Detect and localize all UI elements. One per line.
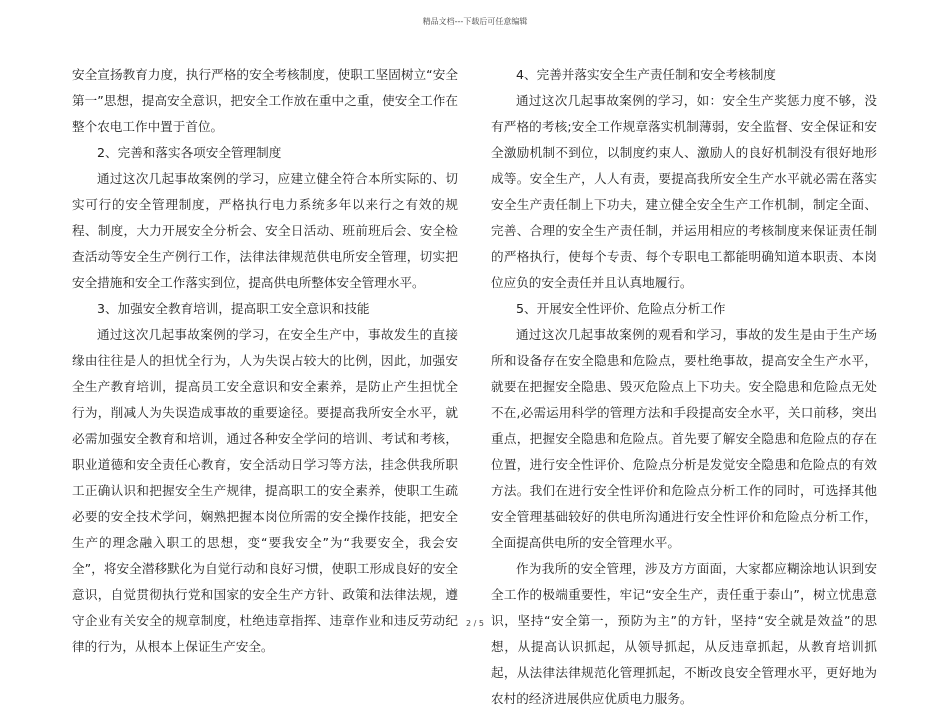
paragraph-section-4: 通过这次几起事故案例的学习，如：安全生产奖惩力度不够，没有严格的考核;安全工作规章落实机制薄弱，安全监督、安全保证和安全激励机制不到位，以制度约束人、激励人的良好机制没有很好地形成等。安全生产，人人有责，要提高我所安全生产水平就必需在落实安全生产责任制上下功夫，建立健全安全生产工作机制，制定全面、完善、合理的安全生产责任制，并运用相应的考核制度来保证责任制的严格执行，使每个专责、每个专职电工都能明确知道本职责、本岗位应负的安全责任并且认真地履行。	[491, 93, 877, 290]
left-column	[72, 62, 458, 660]
paragraph-section-2: 通过这次几起事故案例的学习，应建立健全符合本所实际的、切实可行的安全管理制度，严格执行电力系统多年以来行之有效的规程、制度，大力开展安全分析会、安全日活动、班前班后会、安全检查活动等安全生产例行工作，法律法律规范供电所安全管理，切实把安全措施和安全工作落实到位，提高供电所整体安全管理水平。	[72, 171, 458, 290]
page-number: 2 / 5	[466, 619, 484, 628]
page-header: 精品文档---下载后可任意编辑	[422, 17, 528, 26]
section-heading-5: 5、开展安全性评价、危险点分析工作	[516, 301, 726, 316]
paragraph-section-3: 通过这次几起事故案例的学习，在安全生产中，事故发生的直接缘由往往是人的担忧全行为，人为失误占较大的比例，因此，加强安全生产教育培训，提高员工安全意识和安全素养，是防止产生担忧全行为，削减人为失误造成事故的重要途径。要提高我所安全水平，就必需加强安全教育和培训，通过各种安全学问的培训、考试和考核，职业道德和安全责任心教育，安全活动日学习等方法，挂念供我所职工正确认识和把握安全生产规律，提高职工的安全素养，使职工生疏必要的安全技术学问，娴熟把握本岗位所需的安全操作技能，把安全生产的理念融入职工的思想，变“要我安全”为“我要安全，我会安全”，将安全潜移默化为自觉行动和良好习惯，使职工形成良好的安全意识，自觉贯彻执行党和国家的安全生产方针、政策和法律法规，遵守企业有关安全的规章制度，杜绝违章指挥、违章作业和违反劳动纪律的行为，从根本上保证生产安全。	[72, 327, 458, 654]
section-heading-2: 2、完善和落实各项安全管理制度	[97, 145, 282, 160]
paragraph-section-5: 通过这次几起事故案例的观看和学习，事故的发生是由于生产场所和设备存在安全隐患和危险点，要杜绝事故，提高安全生产水平，就要在把握安全隐患、毁灭危险点上下功夫。安全隐患和危险点无处不在,必需运用科学的管理方法和手段提高安全水平，关口前移，突出重点，把握安全隐患和危险点。首先要了解安全隐患和危险点的存在位置，进行安全性评价、危险点分析是发觉安全隐患和危险点的有效方法。我们在进行安全性评价和危险点分析工作的同时，可选择其他安全管理基础较好的供电所沟通进行安全性评价和危险点分析工作，全面提高供电所的安全管理水平。	[491, 327, 877, 550]
section-heading-4: 4、完善并落实安全生产责任制和安全考核制度	[516, 67, 776, 82]
right-column	[491, 62, 877, 712]
section-heading-3: 3、加强安全教育培训，提高职工安全意识和技能	[97, 301, 370, 316]
paragraph-conclusion: 作为我所的安全管理，涉及方方面面，大家都应糊涂地认识到安全工作的极端重要性，牢记“安全生产，责任重于泰山”，树立忧患意识，坚持“安全第一，预防为主”的方针，坚持“安全就是效益”的思想，从提高认识抓起，从领导抓起，从反违章抓起，从教育培训抓起，从法律法律规范化管理抓起，不断改良安全管理水平，更好地为农村的经济进展供应优质电力服务。	[491, 561, 877, 706]
paragraph-intro-continuation: 安全宣扬教育力度，执行严格的安全考核制度，使职工坚固树立“安全第一”思想，提高安全意识，把安全工作放在重中之重，使安全工作在整个农电工作中置于首位。	[72, 67, 458, 134]
